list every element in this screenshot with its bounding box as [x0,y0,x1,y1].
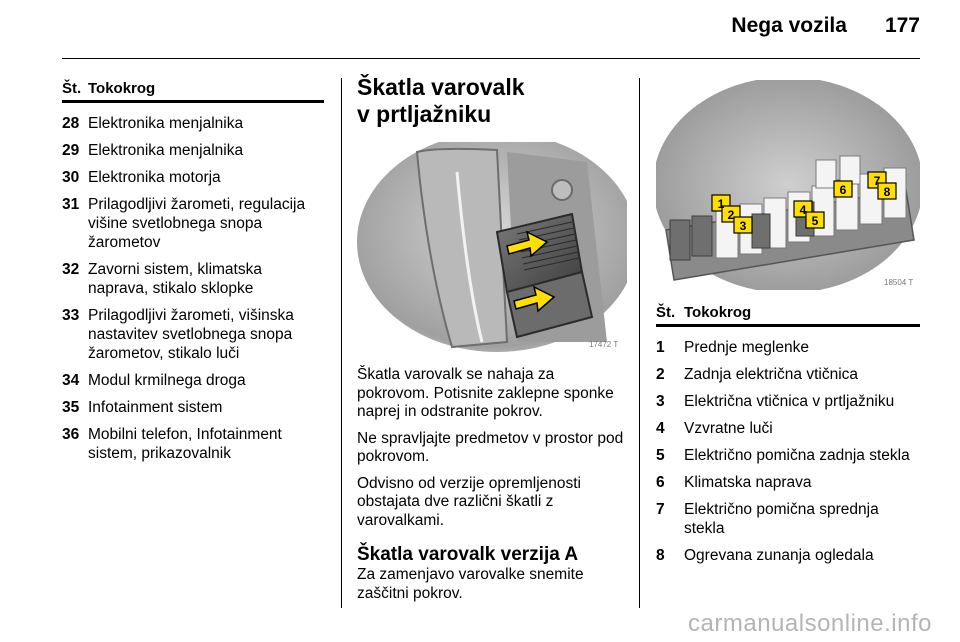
col-header-number: Št. [656,304,676,321]
fuse-circuit: Zadnja električna vtičnica [684,366,859,383]
fuse-number: 6 [656,474,665,491]
fuse-number: 29 [62,142,80,159]
fuse-number: 4 [656,420,665,437]
fuse-number: 36 [62,426,80,443]
table-row [656,338,920,357]
col-header-circuit: Tokokrog [684,304,752,321]
col-header-number: Št. [62,80,82,97]
fuse-number: 33 [62,307,80,324]
table-row [62,195,324,252]
trunk-cover-illustration [357,142,627,352]
fuse-circuit: Infotainment sistem [88,399,223,416]
fuse-label: 1 [717,197,725,211]
section-heading [357,74,627,128]
fuse-label: 7 [873,174,881,188]
fuse-label: 2 [727,208,735,222]
heading-line-2: v prtljažniku [357,101,492,127]
table-row [62,141,324,160]
fuse-circuit: Modul krmilnega droga [88,372,246,389]
fuse-number: 3 [656,393,665,410]
fuse-number: 5 [656,447,665,464]
fuse-label: 6 [839,183,847,197]
fuse-circuit: Klimatska naprava [684,474,812,491]
fuse-label: 5 [811,214,819,228]
diagram-code: 18504 T [884,278,914,287]
page-header [731,14,920,38]
table-row [656,446,920,465]
col-header-circuit: Tokokrog [88,80,156,97]
table-row [62,260,324,298]
table-header [62,80,324,103]
fuse-number: 2 [656,366,665,383]
fuse-number: 32 [62,261,80,278]
fuse-label: 4 [799,203,807,217]
table-header [656,304,920,327]
fuse-number: 31 [62,196,80,213]
fuse-number: 30 [62,169,80,186]
table-row [656,546,920,565]
trunk-fuse-box-section [357,74,627,611]
table-row [62,114,324,133]
fuse-circuit: Ogrevana zunanja ogledala [684,547,874,564]
fuse-circuit: Električna vtičnica v prtljažniku [684,393,895,410]
fuse-label: 3 [739,219,747,233]
fuse-number: 1 [656,339,665,356]
fuse-number: 8 [656,547,665,564]
section-title: Nega vozila [731,14,847,37]
fuse-circuit: Električno pomična sprednja stekla [684,501,879,537]
table-row [656,500,920,538]
subheading-version-a: Škatla varovalk verzija A [357,544,579,565]
watermark[interactable]: carmanualsonline.info [688,610,932,637]
fuse-circuit: Mobilni telefon, Infotainment sistem, prikazovalnik [88,426,282,462]
fuse-circuit: Prilagodljivi žarometi, višinska nastavitev svetlobnega snopa žarometov, stikalo luči [88,307,294,362]
paragraph-storage-warning: Ne spravljajte predmetov v prostor pod pokrovom. [357,429,624,465]
fuse-circuit: Zavorni sistem, klimatska naprava, stikalo sklopke [88,261,262,297]
column-divider-left [341,78,342,608]
fuse-number: 35 [62,399,80,416]
fuse-number: 7 [656,501,665,518]
table-row [62,306,324,363]
table-row [62,168,324,187]
paragraph-location: Škatla varovalk se nahaja za pokrovom. Potisnite zaklepne sponke naprej in odstranite pokrov. [357,366,614,420]
fuse-circuit: Vzvratne luči [684,420,773,437]
paragraph-replace-fuse: Za zamenjavo varovalke snemite zaščitni pokrov. [357,566,584,602]
fuse-number: 34 [62,372,80,389]
fuse-label: 8 [883,185,891,199]
fuse-circuit: Električno pomična zadnja stekla [684,447,910,464]
fuse-circuit: Elektronika menjalnika [88,142,244,159]
fuse-circuit: Prednje meglenke [684,339,809,356]
fuse-number: 28 [62,115,80,132]
table-row [656,473,920,492]
illustration-code: 17472 T [589,340,619,349]
fuse-table-continued [62,80,324,463]
table-row [656,365,920,384]
table-row [62,425,324,463]
column-divider-right [639,78,640,608]
fuse-box-diagram [656,80,920,290]
header-rule [62,58,920,59]
table-row [62,398,324,417]
fuse-circuit: Elektronika menjalnika [88,115,244,132]
heading-line-1: Škatla varovalk [357,74,525,100]
fuse-box-a-table [656,80,920,565]
table-row [656,392,920,411]
table-row [62,371,324,390]
paragraph-versions: Odvisno od verzije opremljenosti obstajata dve različni škatli z varovalkami. [357,474,581,529]
page-number: 177 [884,14,920,37]
fuse-circuit: Prilagodljivi žarometi, regulacija višine svetlobnega snopa žarometov [88,196,306,251]
table-row [656,419,920,438]
fuse-circuit: Elektronika motorja [88,169,221,186]
